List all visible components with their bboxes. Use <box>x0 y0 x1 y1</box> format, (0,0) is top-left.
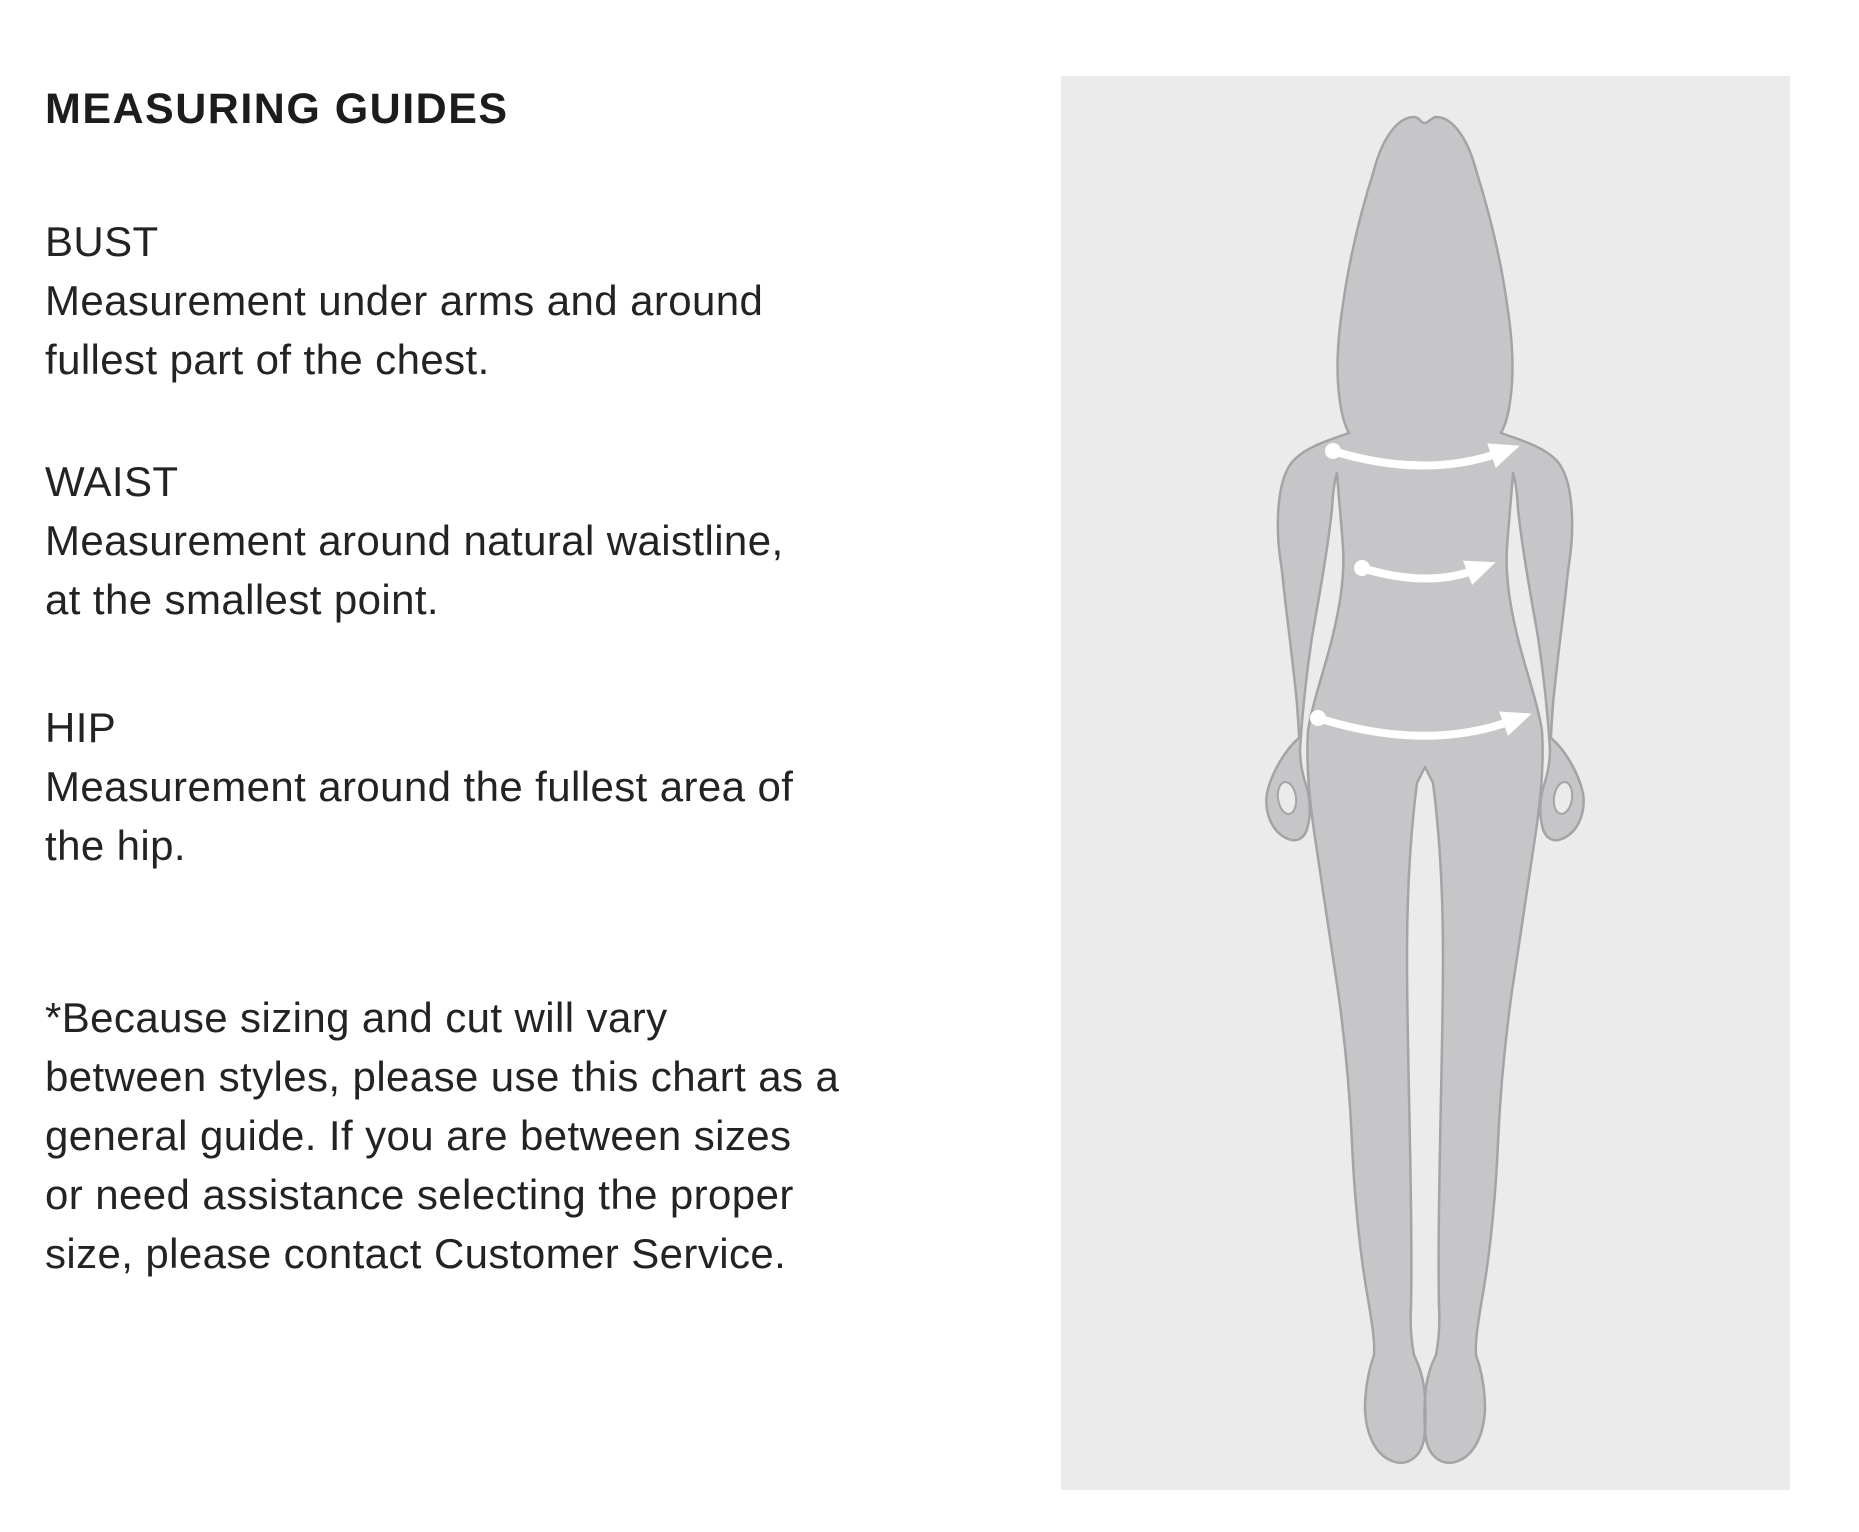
disclaimer-line: general guide. If you are between sizes <box>45 1112 792 1159</box>
hip-section <box>45 698 793 875</box>
waist-label: WAIST <box>45 458 179 505</box>
measuring-figure <box>1061 76 1790 1490</box>
hip-description-line: Measurement around the fullest area of <box>45 763 794 810</box>
waist-description-line: Measurement around natural waistline, <box>45 517 784 564</box>
bust-label: BUST <box>45 218 159 265</box>
page-title: MEASURING GUIDES <box>45 84 509 133</box>
disclaimer-line: *Because sizing and cut will vary <box>45 994 668 1041</box>
waist-description-line: at the smallest point. <box>45 576 439 623</box>
disclaimer-line: size, please contact Customer Service. <box>45 1230 787 1277</box>
disclaimer-line: or need assistance selecting the proper <box>45 1171 794 1218</box>
bust-description-line: Measurement under arms and around <box>45 277 764 324</box>
disclaimer-line: between styles, please use this chart as a <box>45 1053 840 1100</box>
sizing-disclaimer <box>45 988 839 1283</box>
hip-label: HIP <box>45 704 117 751</box>
hip-description-line: the hip. <box>45 822 186 869</box>
waist-section <box>45 452 784 629</box>
figure-panel <box>1061 76 1790 1490</box>
bust-section <box>45 212 763 389</box>
bust-description-line: fullest part of the chest. <box>45 336 490 383</box>
